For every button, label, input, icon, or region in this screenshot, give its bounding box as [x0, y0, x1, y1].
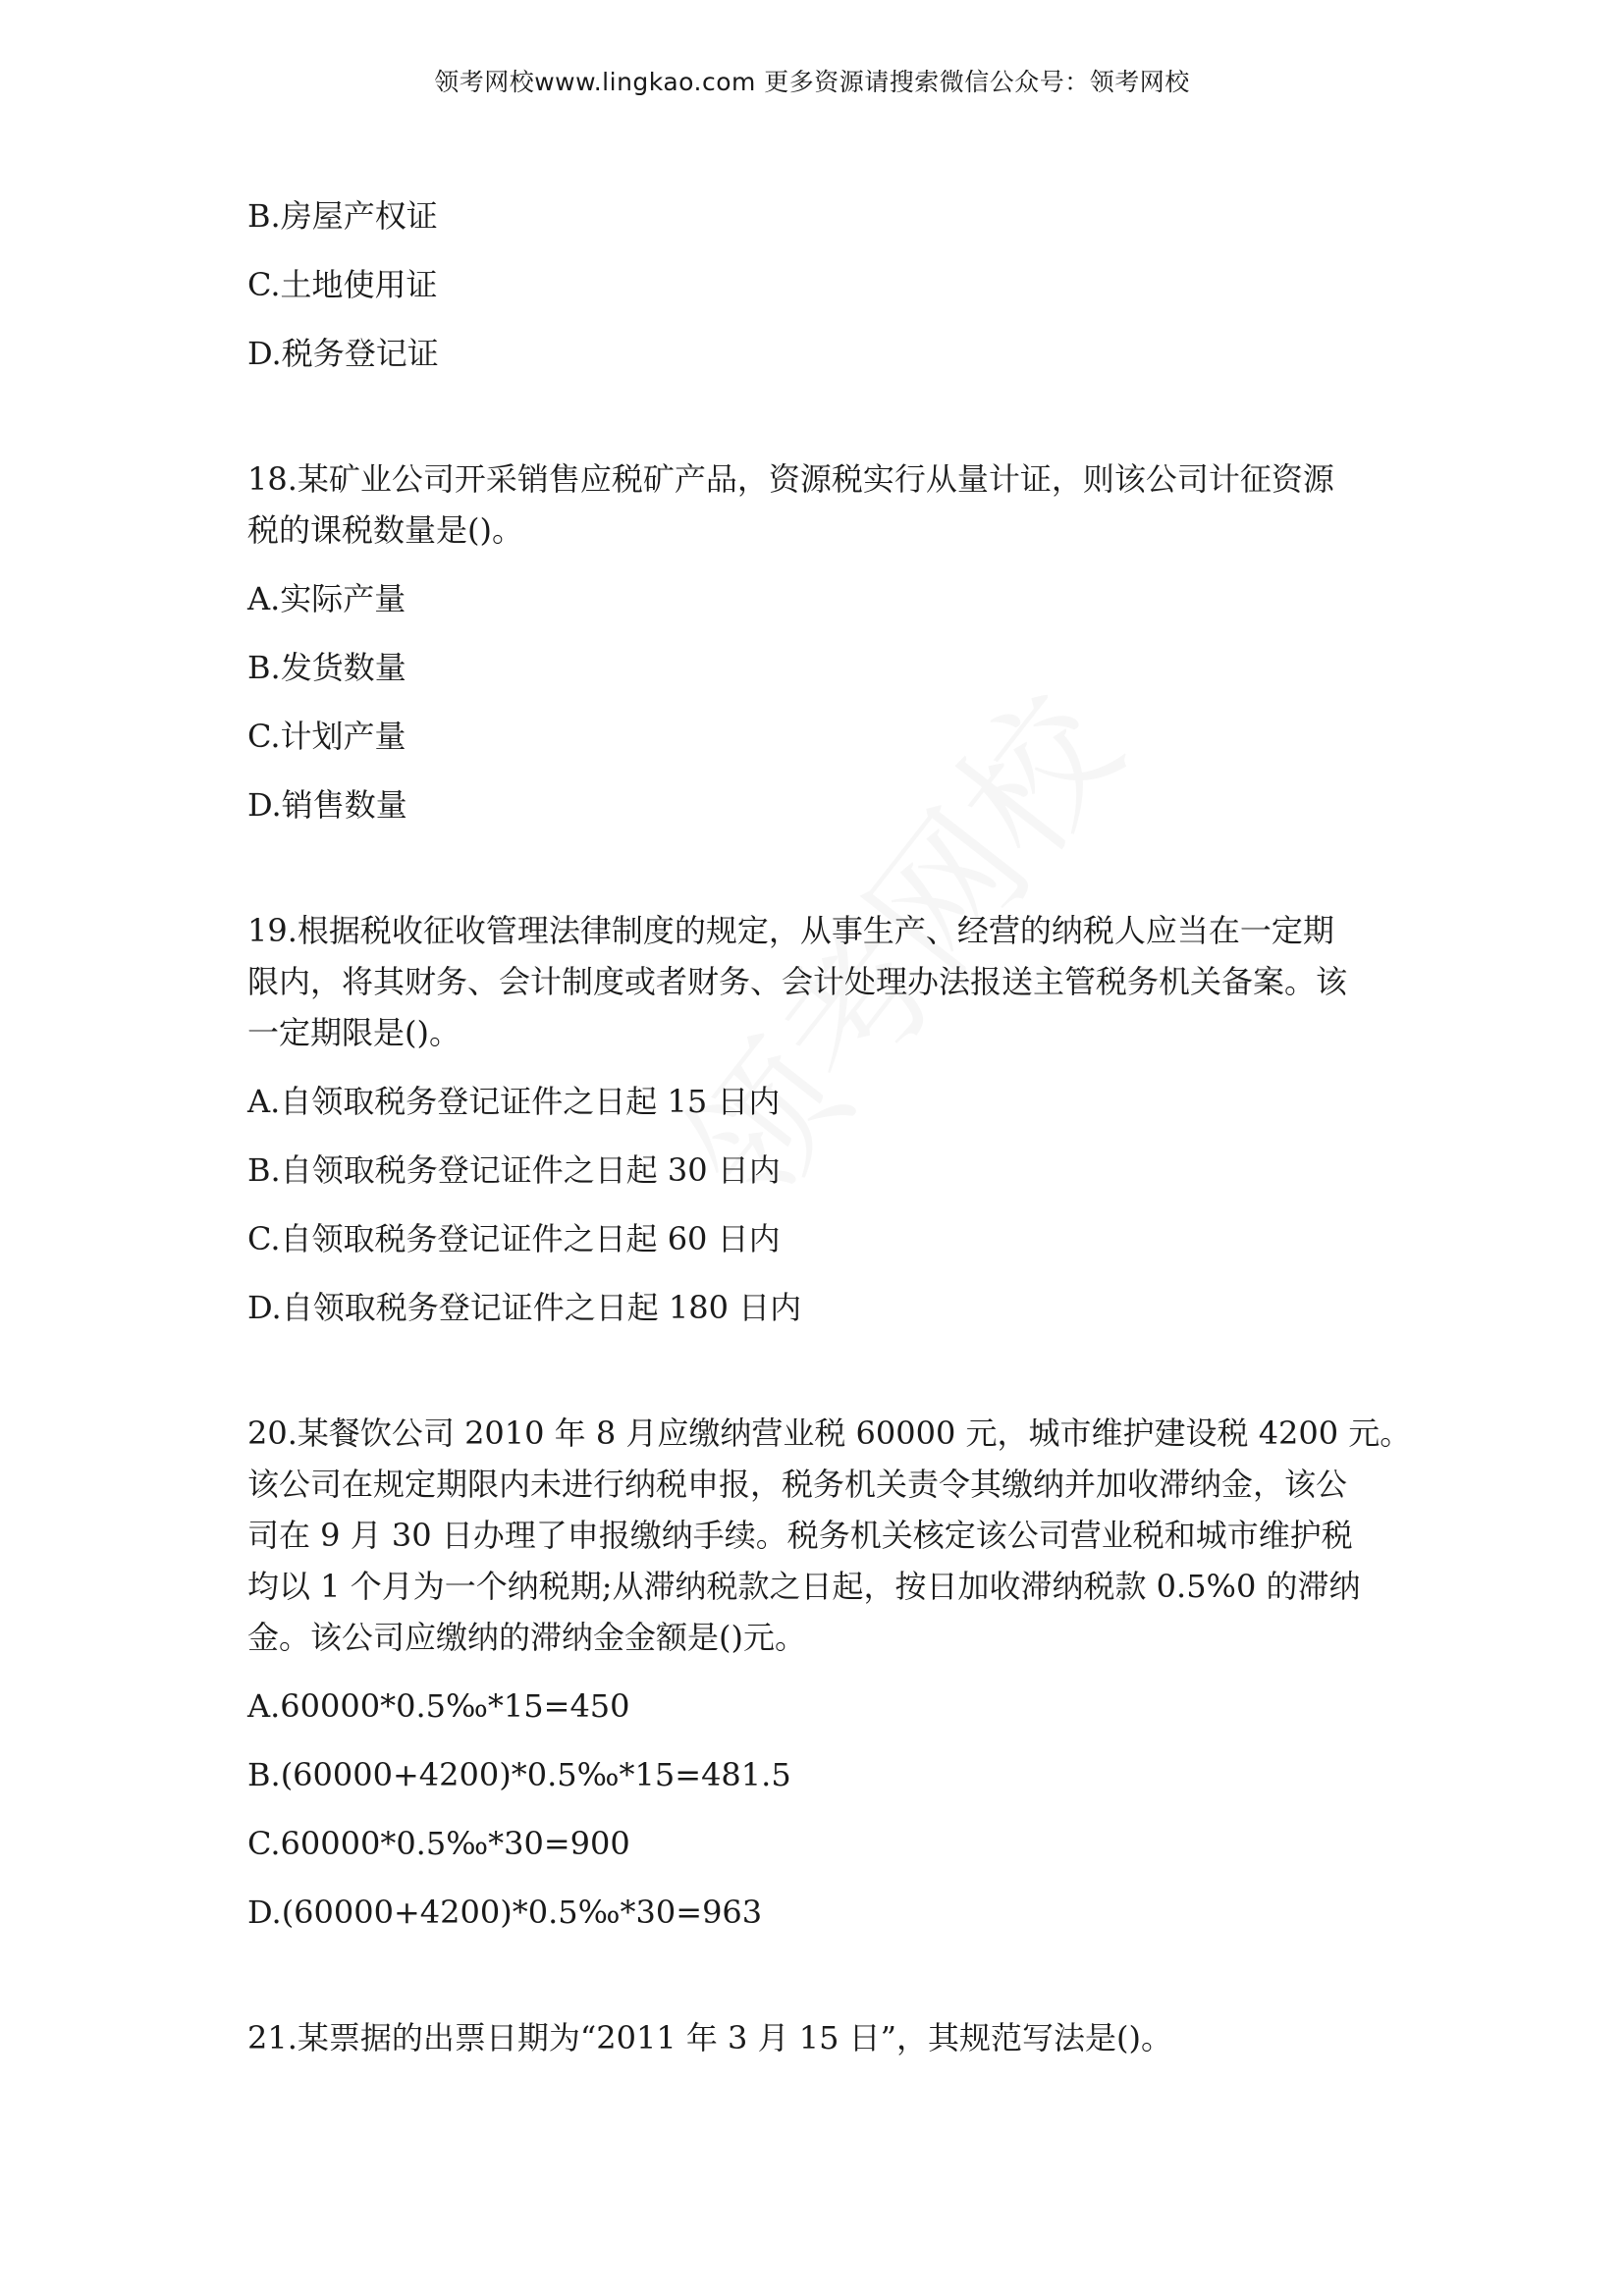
document-body	[247, 196, 1412, 2069]
prev-question-options	[247, 196, 1396, 373]
option-d: D.(60000+4200)*0.5‰*30=963	[247, 1894, 763, 1931]
question-text: 限内，将其财务、会计制度或者财务、会计处理办法报送主管税务机关备案。该	[247, 963, 1348, 1000]
question-text: 均以 1 个月为一个纳税期;从滞纳税款之日起，按日加收滞纳税款 0.5%0 的滞纳	[247, 1568, 1361, 1605]
option-c: C.计划产量	[247, 718, 406, 755]
option-b: B.(60000+4200)*0.5‰*15=481.5	[247, 1756, 791, 1793]
option-c: C.60000*0.5‰*30=900	[247, 1825, 630, 1862]
question-18	[247, 459, 1396, 825]
question-text: 金。该公司应缴纳的滞纳金金额是()元。	[247, 1619, 806, 1656]
option-b: B.发货数量	[247, 649, 406, 686]
question-text: 司在 9 月 30 日办理了申报缴纳手续。税务机关核定该公司营业税和城市维护税	[247, 1517, 1353, 1554]
option-b: B.自领取税务登记证件之日起 30 日内	[247, 1151, 781, 1189]
option-d: D.税务登记证	[247, 335, 439, 372]
page-header: 领考网校www.lingkao.com 更多资源请搜索微信公众号：领考网校	[434, 68, 1190, 96]
question-text: 19.根据税收征收管理法律制度的规定，从事生产、经营的纳税人应当在一定期	[247, 912, 1334, 949]
option-a: A.自领取税务登记证件之日起 15 日内	[247, 1083, 781, 1120]
question-text: 一定期限是()。	[247, 1014, 460, 1051]
option-d: D.自领取税务登记证件之日起 180 日内	[247, 1289, 802, 1326]
option-a: A.60000*0.5‰*15=450	[247, 1687, 630, 1725]
question-text: 21.某票据的出票日期为“2011 年 3 月 15 日”，其规范写法是()。	[247, 2019, 1172, 2056]
option-a: A.实际产量	[247, 580, 406, 617]
question-20	[247, 1414, 1412, 1932]
option-c: C.自领取税务登记证件之日起 60 日内	[247, 1220, 781, 1257]
option-c: C.土地使用证	[247, 266, 438, 303]
question-text: 税的课税数量是()。	[247, 511, 523, 549]
question-21	[247, 2018, 1396, 2057]
question-text: 该公司在规定期限内未进行纳税申报，税务机关责令其缴纳并加收滞纳金，该公	[247, 1466, 1348, 1503]
question-19	[247, 911, 1396, 1327]
question-text: 20.某餐饮公司 2010 年 8 月应缴纳营业税 60000 元，城市维护建设税 4200 元。	[247, 1415, 1412, 1452]
option-d: D.销售数量	[247, 786, 407, 824]
option-b: B.房屋产权证	[247, 197, 438, 235]
question-text: 18.某矿业公司开采销售应税矿产品，资源税实行从量计证，则该公司计征资源	[247, 460, 1334, 498]
